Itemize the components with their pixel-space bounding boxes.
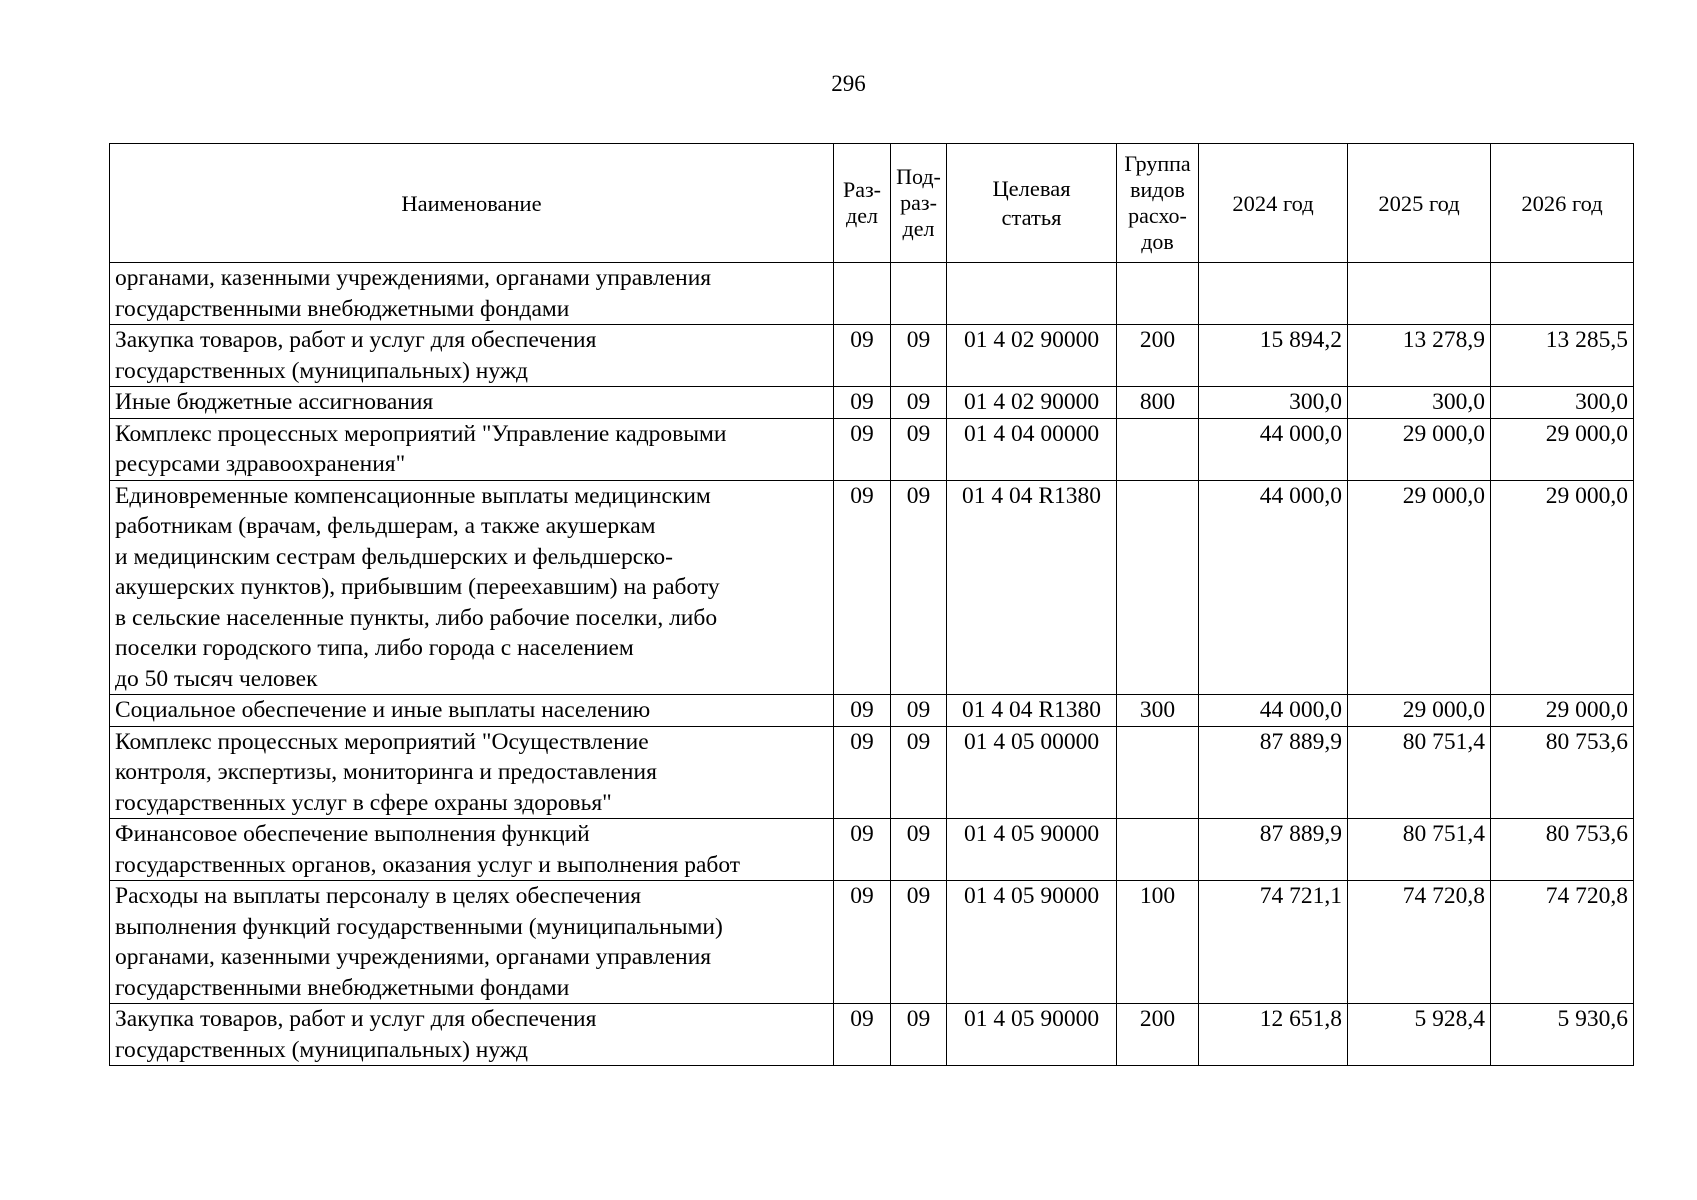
cell-razdel: 09	[834, 418, 891, 480]
cell-target: 01 4 04 00000	[947, 418, 1117, 480]
cell-2024: 44 000,0	[1199, 695, 1348, 727]
cell-podrazdel: 09	[891, 1004, 947, 1066]
cell-podrazdel: 09	[891, 418, 947, 480]
cell-razdel: 09	[834, 881, 891, 1004]
cell-target: 01 4 05 90000	[947, 1004, 1117, 1066]
cell-group: 100	[1117, 881, 1199, 1004]
cell-name: Комплекс процессных мероприятий "Управление кадровыми ресурсами здравоохранения"	[110, 418, 834, 480]
cell-group: 200	[1117, 1004, 1199, 1066]
cell-2024: 87 889,9	[1199, 726, 1348, 819]
cell-name: Комплекс процессных мероприятий "Осуществление контроля, экспертизы, мониторинга и предоставления государственных услуг в сфере охраны здоровья"	[110, 726, 834, 819]
cell-podrazdel: 09	[891, 695, 947, 727]
cell-target: 01 4 02 90000	[947, 325, 1117, 387]
cell-group	[1117, 819, 1199, 881]
header-razdel: Раз- дел	[834, 144, 891, 263]
cell-name: Финансовое обеспечение выполнения функций государственных органов, оказания услуг и выполнения работ	[110, 819, 834, 881]
cell-name: Расходы на выплаты персоналу в целях обеспечения выполнения функций государственными (муниципальными) органами, казенными учреждениями, органами управления государственными внебюджетными фондами	[110, 881, 834, 1004]
cell-2026: 29 000,0	[1491, 480, 1634, 695]
table-row	[110, 881, 1634, 1004]
table-row	[110, 819, 1634, 881]
cell-2026: 29 000,0	[1491, 695, 1634, 727]
cell-podrazdel	[891, 263, 947, 325]
cell-name: органами, казенными учреждениями, органами управления государственными внебюджетными фондами	[110, 263, 834, 325]
cell-name: Иные бюджетные ассигнования	[110, 387, 834, 419]
cell-name: Закупка товаров, работ и услуг для обеспечения государственных (муниципальных) нужд	[110, 325, 834, 387]
cell-2025: 74 720,8	[1348, 881, 1491, 1004]
cell-2024: 44 000,0	[1199, 480, 1348, 695]
table-row	[110, 480, 1634, 695]
cell-group: 300	[1117, 695, 1199, 727]
cell-name: Единовременные компенсационные выплаты медицинским работникам (врачам, фельдшерам, а также акушеркам и медицинским сестрам фельдшерских и фельдшерско- акушерских пунктов), прибывшим (переехавшим) на работу в сельские населенные пункты, либо рабочие поселки, либо поселки городского типа, либо города с населением до 50 тысяч человек	[110, 480, 834, 695]
header-2024: 2024 год	[1199, 144, 1348, 263]
cell-podrazdel: 09	[891, 726, 947, 819]
cell-2024: 44 000,0	[1199, 418, 1348, 480]
cell-2025	[1348, 263, 1491, 325]
cell-podrazdel: 09	[891, 881, 947, 1004]
cell-2025: 29 000,0	[1348, 418, 1491, 480]
cell-2025: 29 000,0	[1348, 480, 1491, 695]
cell-razdel: 09	[834, 726, 891, 819]
cell-2025: 5 928,4	[1348, 1004, 1491, 1066]
cell-2026: 80 753,6	[1491, 819, 1634, 881]
page-number: 296	[831, 71, 866, 96]
header-name: Наименование	[110, 144, 834, 263]
header-row	[110, 144, 1634, 263]
cell-2026: 300,0	[1491, 387, 1634, 419]
budget-table	[109, 143, 1634, 1066]
cell-group	[1117, 418, 1199, 480]
cell-2024: 300,0	[1199, 387, 1348, 419]
cell-group	[1117, 263, 1199, 325]
cell-2026: 13 285,5	[1491, 325, 1634, 387]
cell-2026: 80 753,6	[1491, 726, 1634, 819]
cell-razdel: 09	[834, 695, 891, 727]
cell-target	[947, 263, 1117, 325]
cell-2024: 12 651,8	[1199, 1004, 1348, 1066]
cell-group: 800	[1117, 387, 1199, 419]
table-row	[110, 263, 1634, 325]
cell-2025: 80 751,4	[1348, 819, 1491, 881]
cell-2026: 29 000,0	[1491, 418, 1634, 480]
cell-target: 01 4 04 R1380	[947, 480, 1117, 695]
cell-razdel: 09	[834, 1004, 891, 1066]
cell-podrazdel: 09	[891, 325, 947, 387]
header-target: Целевая статья	[947, 144, 1117, 263]
cell-name: Закупка товаров, работ и услуг для обеспечения государственных (муниципальных) нужд	[110, 1004, 834, 1066]
cell-2026: 5 930,6	[1491, 1004, 1634, 1066]
table-row	[110, 695, 1634, 727]
cell-2024: 15 894,2	[1199, 325, 1348, 387]
cell-razdel	[834, 263, 891, 325]
cell-target: 01 4 05 90000	[947, 881, 1117, 1004]
cell-group	[1117, 480, 1199, 695]
table-row	[110, 418, 1634, 480]
cell-razdel: 09	[834, 387, 891, 419]
cell-target: 01 4 02 90000	[947, 387, 1117, 419]
cell-2025: 80 751,4	[1348, 726, 1491, 819]
cell-target: 01 4 05 90000	[947, 819, 1117, 881]
cell-name: Социальное обеспечение и иные выплаты населению	[110, 695, 834, 727]
cell-2026: 74 720,8	[1491, 881, 1634, 1004]
header-2026: 2026 год	[1491, 144, 1634, 263]
header-group: Группа видов расхо- дов	[1117, 144, 1199, 263]
table-body	[110, 263, 1634, 1066]
cell-razdel: 09	[834, 480, 891, 695]
table-row	[110, 1004, 1634, 1066]
cell-podrazdel: 09	[891, 819, 947, 881]
cell-target: 01 4 05 00000	[947, 726, 1117, 819]
cell-podrazdel: 09	[891, 480, 947, 695]
cell-2026	[1491, 263, 1634, 325]
header-2025: 2025 год	[1348, 144, 1491, 263]
table-row	[110, 387, 1634, 419]
cell-razdel: 09	[834, 819, 891, 881]
cell-2025: 13 278,9	[1348, 325, 1491, 387]
cell-target: 01 4 04 R1380	[947, 695, 1117, 727]
header-podrazdel: Под- раз- дел	[891, 144, 947, 263]
table-row	[110, 325, 1634, 387]
table-row	[110, 726, 1634, 819]
cell-group: 200	[1117, 325, 1199, 387]
cell-2024: 87 889,9	[1199, 819, 1348, 881]
cell-2025: 29 000,0	[1348, 695, 1491, 727]
cell-2024: 74 721,1	[1199, 881, 1348, 1004]
cell-group	[1117, 726, 1199, 819]
cell-podrazdel: 09	[891, 387, 947, 419]
cell-razdel: 09	[834, 325, 891, 387]
cell-2024	[1199, 263, 1348, 325]
cell-2025: 300,0	[1348, 387, 1491, 419]
